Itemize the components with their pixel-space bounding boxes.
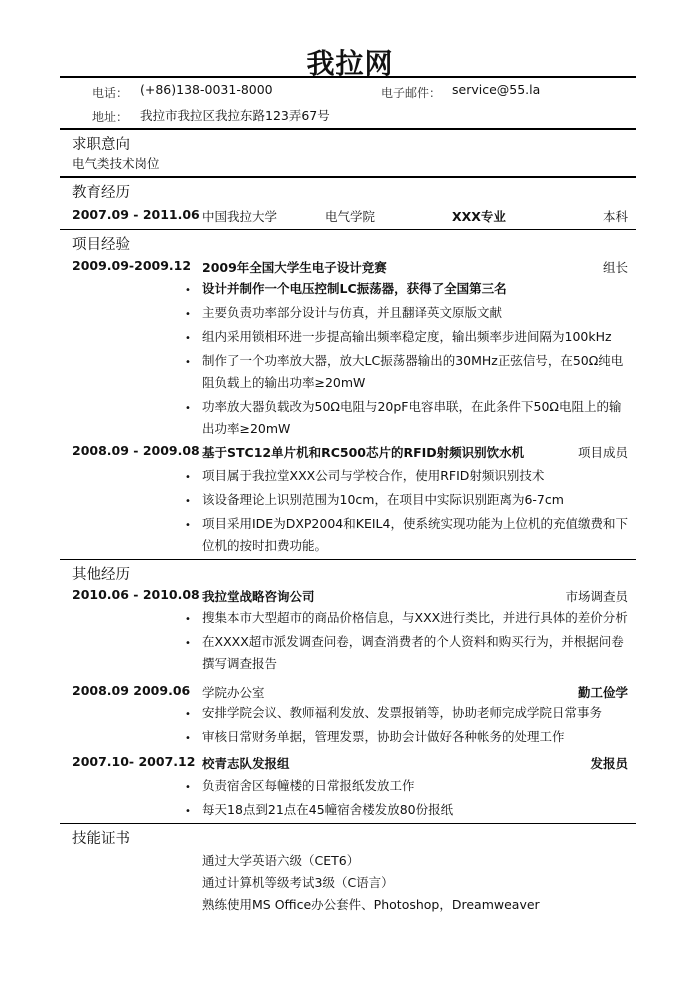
project-bullet: 设计并制作一个电压控制LC振荡器，获得了全国第三名 <box>202 281 507 296</box>
resume-title: 我拉网 <box>306 47 394 80</box>
objective-divider <box>60 176 636 178</box>
skills-heading: 技能证书 <box>72 831 130 847</box>
skill-item: 通过大学英语六级（CET6） <box>202 853 360 868</box>
email-label: 电子邮件： <box>381 86 442 100</box>
other-role: 发报员 <box>590 756 628 771</box>
education-divider <box>60 229 636 230</box>
other-bullet: 在XXXX超市派发调查问卷，调查消费者的个人资料和购买行为，并根据问卷撰写调查报告 <box>202 634 624 671</box>
objective-text: 电气类技术岗位 <box>72 156 160 171</box>
bullet-icon: • <box>185 638 191 649</box>
education-school: 中国我拉大学 <box>202 209 278 224</box>
bullet-icon: • <box>185 496 191 507</box>
objective-heading: 求职意向 <box>72 137 130 153</box>
education-heading: 教育经历 <box>72 185 130 201</box>
education-major: XXX专业 <box>452 209 506 224</box>
project-role: 项目成员 <box>577 445 628 460</box>
bullet-icon: • <box>185 309 191 320</box>
title-divider <box>60 76 636 78</box>
skill-item: 通过计算机等级考试3级（C语言） <box>202 875 394 890</box>
project-bullet: 项目属于我拉堂XXX公司与学校合作，使用RFID射频识别技术 <box>202 468 545 483</box>
other-role: 市场调查员 <box>565 589 628 604</box>
education-college: 电气学院 <box>325 209 376 224</box>
other-date: 2010.06 - 2010.08 <box>72 587 200 602</box>
project-date: 2009.09-2009.12 <box>72 258 192 273</box>
address-value: 我拉市我拉区我拉东路123弄67号 <box>140 108 330 123</box>
bullet-icon: • <box>185 520 191 531</box>
contact-divider <box>60 128 636 130</box>
project-title: 基于STC12单片机和RC500芯片的RFID射频识别饮水机 <box>202 445 525 460</box>
projects-divider <box>60 559 636 560</box>
other-bullet: 负责宿舍区每幢楼的日常报纸发放工作 <box>202 778 415 793</box>
project-bullet: 组内采用锁相环进一步提高输出频率稳定度，输出频率步进间隔为100kHz <box>202 329 612 344</box>
education-date: 2007.09 - 2011.06 <box>72 207 200 222</box>
email-value: service@55.la <box>452 82 541 97</box>
project-bullet: 项目采用IDE为DXP2004和KEIL4，使系统实现功能为上位机的充值缴费和下位机的按时扣费功能。 <box>202 516 628 553</box>
phone-label: 电话： <box>92 86 129 100</box>
address-label: 地址： <box>92 110 129 124</box>
bullet-icon: • <box>185 782 191 793</box>
other-date: 2007.10- 2007.12 <box>72 754 196 769</box>
skill-item: 熟练使用MS Office办公套件、Photoshop，Dreamweaver <box>202 897 540 912</box>
other-date: 2008.09 2009.06 <box>72 683 191 698</box>
other-bullet: 每天18点到21点在45幢宿舍楼发放80份报纸 <box>202 802 454 817</box>
other-role: 勤工俭学 <box>577 685 628 700</box>
project-role: 组长 <box>602 260 628 275</box>
other-org: 学院办公室 <box>202 685 265 700</box>
other-bullet: 安排学院会议、教师福利发放、发票报销等，协助老师完成学院日常事务 <box>202 705 603 720</box>
projects-heading: 项目经验 <box>72 237 130 253</box>
bullet-icon: • <box>185 285 191 296</box>
project-bullet: 功率放大器负载改为50Ω电阻与20pF电容串联，在此条件下50Ω电阻上的输出功率≥20mW <box>202 399 622 436</box>
project-date: 2008.09 - 2009.08 <box>72 443 200 458</box>
bullet-icon: • <box>185 472 191 483</box>
bullet-icon: • <box>185 333 191 344</box>
other-divider <box>60 823 636 824</box>
education-degree: 本科 <box>602 209 628 224</box>
other-bullet: 搜集本市大型超市的商品价格信息，与XXX进行类比，并进行具体的差价分析 <box>202 610 628 625</box>
other-bullet: 审核日常财务单据，管理发票，协助会计做好各种帐务的处理工作 <box>202 729 565 744</box>
bullet-icon: • <box>185 403 191 414</box>
project-bullet: 主要负责功率部分设计与仿真，并且翻译英文原版文献 <box>202 305 503 320</box>
bullet-icon: • <box>185 806 191 817</box>
project-bullet: 制作了一个功率放大器，放大LC振荡器输出的30MHz正弦信号，在50Ω纯电阻负载上的输出功率≥20mW <box>202 353 624 390</box>
bullet-icon: • <box>185 709 191 720</box>
project-bullet: 该设备理论上识别范围为10cm，在项目中实际识别距离为6-7cm <box>202 492 564 507</box>
bullet-icon: • <box>185 614 191 625</box>
other-org: 我拉堂战略咨询公司 <box>202 589 315 604</box>
project-title: 2009年全国大学生电子设计竞赛 <box>202 260 387 275</box>
phone-value: (+86)138-0031-8000 <box>140 82 273 97</box>
bullet-icon: • <box>185 733 191 744</box>
other-heading: 其他经历 <box>72 567 130 583</box>
bullet-icon: • <box>185 357 191 368</box>
other-org: 校青志队发报组 <box>202 756 290 771</box>
